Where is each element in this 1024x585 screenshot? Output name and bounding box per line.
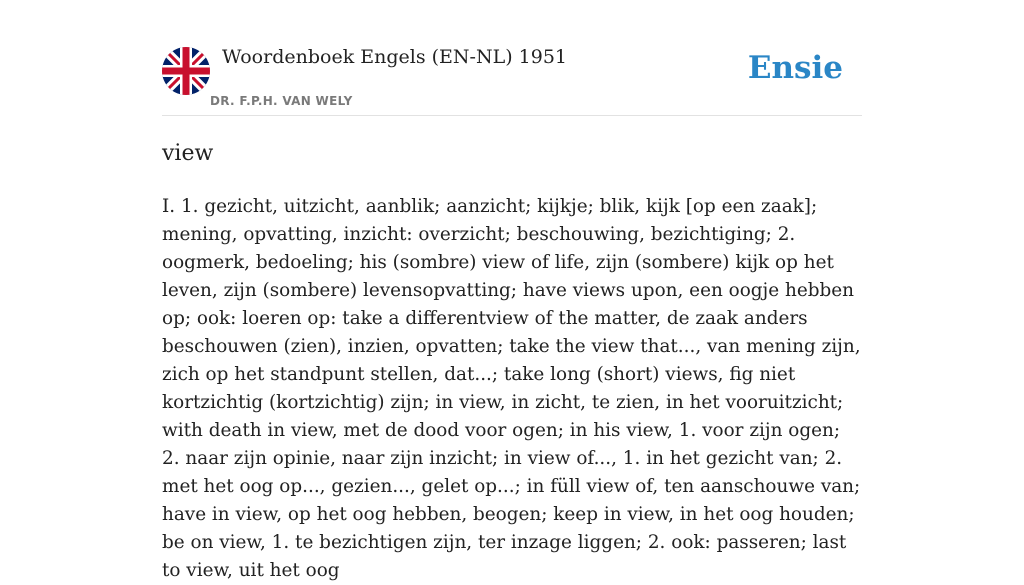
- uk-flag-icon: [162, 47, 210, 95]
- header-divider: [162, 115, 862, 116]
- ensie-logo[interactable]: Ensie: [747, 50, 843, 86]
- entry-headword: view: [162, 141, 214, 166]
- dictionary-title[interactable]: Woordenboek Engels (EN-NL) 1951: [222, 46, 567, 68]
- dictionary-author: DR. F.P.H. VAN WELY: [210, 94, 353, 108]
- entry-definition: I. 1. gezicht, uitzicht, aanblik; aanzicht; kijkje; blik, kijk [op een zaak]; mening, opvatting, inzicht: overzicht; beschouwing, bezichtiging; 2. oogmerk, bedoeling; his (sombre) view of life, zijn (sombere) kijk op het leven, zijn (sombere) levensopvatting; have views upon, een oogje hebben op; ook: loeren op: take a differentview of the matter, de zaak anders beschouwen (zien), inzien, opvatten; take the view that..., van mening zijn, zich op het standpunt stellen, dat...; take long (short) views, fig niet kortzichtig (kortzichtig) zijn; in view, in zicht, te zien, in het vooruitzicht; with death in view, met de dood voor ogen; in his view, 1. voor zijn ogen; 2. naar zijn opinie, naar zijn inzicht; in view of..., 1. in het gezicht van; 2. met het oog op..., gezien..., gelet op...; in füll view of, ten aanschouwe van; have in view, op het oog hebben, beogen; keep in view, in het oog houden; be on view, 1. te bezichtigen zijn, ter inzage liggen; 2. ook: passeren; last to view, uit het oog: [162, 196, 861, 581]
